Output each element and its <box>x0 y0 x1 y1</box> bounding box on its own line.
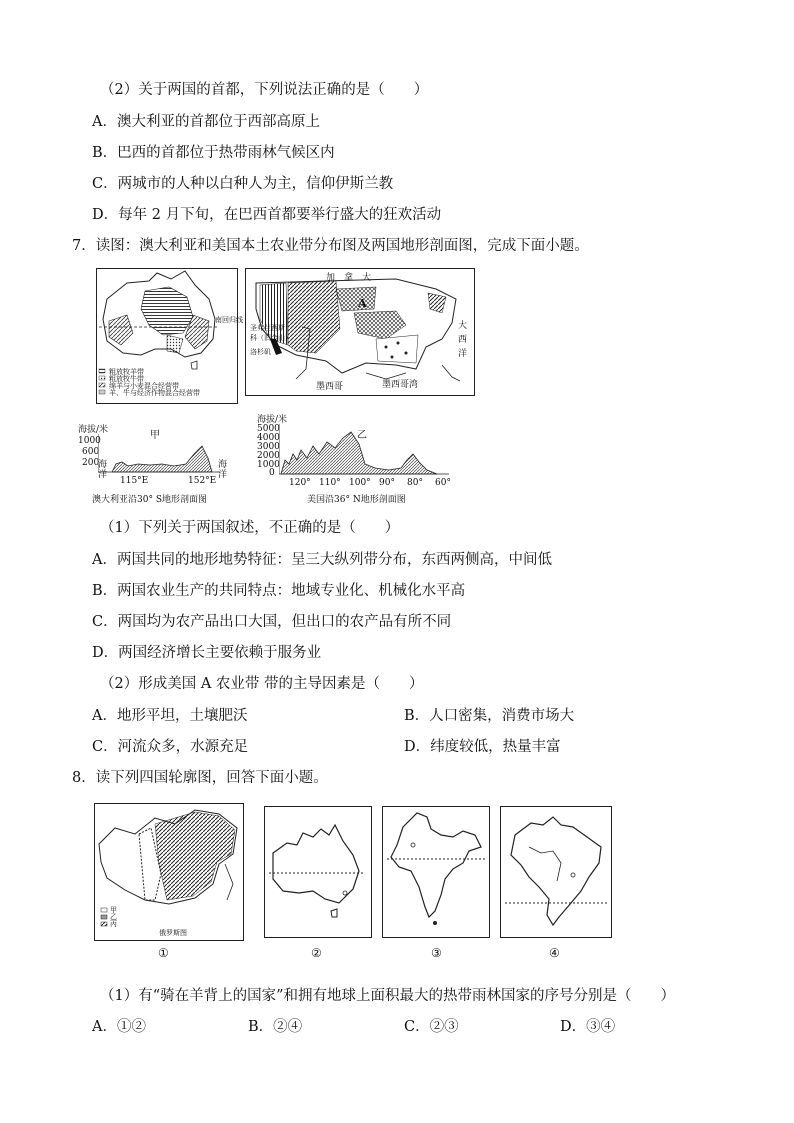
aus-tick-600: 600 <box>82 447 100 457</box>
usa-profile-drawing <box>279 424 459 476</box>
usa-tick-2000: 2000 <box>257 451 280 461</box>
russia-legend-3: 丙 <box>110 920 117 928</box>
tropic-label: 南回归线 <box>215 316 243 324</box>
aus-profile-ylabel: 海拔/米 <box>78 425 109 435</box>
aus-profile-drawing <box>98 434 220 474</box>
q7-stem: 7．读图：澳大利亚和美国本土农业带分布图及两国地形剖面图，完成下面小题。 <box>72 238 589 254</box>
fig-label-2: ② <box>311 946 322 960</box>
q7-1-option-c: C．两国均为农产品出口大国，但出口的农产品有所不同 <box>92 614 452 630</box>
usa-tick-4000: 4000 <box>257 433 280 443</box>
q6-2-option-a: A．澳大利亚的首都位于西部高原上 <box>92 114 320 130</box>
aus-profile-name: 甲 <box>150 430 160 441</box>
q6-2-stem: （2）关于两国的首都，下列说法正确的是（ ） <box>100 82 429 98</box>
australia-outline-drawing <box>265 807 370 936</box>
fig-label-3: ③ <box>431 946 442 960</box>
russia-caption: 俄罗斯图 <box>159 929 187 937</box>
aus-right-sea: 海洋 <box>218 460 228 480</box>
legend-item-2: 粗放牧牛带 <box>109 375 144 383</box>
los-angeles-label: 洛杉矶 <box>250 348 271 356</box>
q6-2-option-d: D．每年 2 月下旬，在巴西首都要举行盛大的狂欢活动 <box>92 207 442 223</box>
usa-profile-ylabel: 海拔/米 <box>257 415 288 425</box>
usa-tick-0: 0 <box>269 468 275 478</box>
legend-item-3: 绵羊与小麦混合经营带 <box>109 382 179 390</box>
russia-map-drawing <box>95 804 242 939</box>
q7-1-option-b: B．两国农业生产的共同特点：地域专业化、机械化水平高 <box>92 583 466 599</box>
usa-x-tick-3: 100° <box>349 478 371 488</box>
russia-outline-map <box>94 803 244 941</box>
usa-profile-name: 乙 <box>357 430 367 441</box>
q7-1-option-d: D．两国经济增长主要依赖于服务业 <box>92 645 322 661</box>
q6-2-option-c: C．两城市的人种以白种人为主，信仰伊斯兰教 <box>92 176 394 192</box>
q6-2-option-b: B．巴西的首都位于热带雨林气候区内 <box>92 145 335 161</box>
india-outline-drawing <box>383 807 488 936</box>
aus-profile-caption: 澳大利亚沿30° S地形剖面图 <box>92 495 207 505</box>
q8-1-stem: （1）有“骑在羊背上的国家”和拥有地球上面积最大的热带雨林国家的序号分别是（ ） <box>100 988 676 1004</box>
usa-x-tick-6: 60° <box>435 478 451 488</box>
aus-x-right: 152°E <box>188 476 217 486</box>
brazil-outline-map <box>500 806 612 938</box>
usa-tick-3000: 3000 <box>257 442 280 452</box>
q8-1-option-d: D．③④ <box>560 1019 616 1035</box>
usa-x-tick-1: 120° <box>289 478 311 488</box>
aus-x-left: 115°E <box>120 476 149 486</box>
usa-profile-caption: 美国沿36° N地形剖面图 <box>307 495 406 505</box>
atlantic-label: 大西洋 <box>458 321 468 359</box>
australia-agriculture-map <box>96 268 243 404</box>
aus-tick-1000: 1000 <box>78 436 101 446</box>
aus-tick-200: 200 <box>82 458 100 468</box>
mexico-label: 墨西哥 <box>316 382 344 392</box>
q8-1-option-a: A．①② <box>92 1019 146 1035</box>
q7-2-stem: （2）形成美国 A 农业带 带的主导因素是（ ） <box>100 676 424 692</box>
q8-1-option-b: B．②④ <box>248 1019 303 1035</box>
usa-x-tick-4: 90° <box>379 478 395 488</box>
usa-profile <box>255 410 465 510</box>
usa-agriculture-map <box>245 268 475 396</box>
q7-2-option-c: C．河流众多，水源充足 <box>92 739 249 755</box>
san-francisco-label: 圣弗兰西斯科（旧金山） <box>250 324 292 342</box>
russia-legend-1: 甲 <box>110 906 117 914</box>
q7-1-option-a: A．两国共同的地形地势特征：呈三大纵列带分布，东西两侧高，中间低 <box>92 552 552 568</box>
brazil-outline-drawing <box>501 807 610 936</box>
aus-left-sea: 海洋 <box>98 460 108 480</box>
usa-tick-1000: 1000 <box>257 460 280 470</box>
q7-2-option-a: A．地形平坦，土壤肥沃 <box>92 708 248 724</box>
fig-label-4: ④ <box>549 946 560 960</box>
legend-item-1: 粗放牧羊带 <box>109 368 144 376</box>
q8-1-option-c: C．②③ <box>404 1019 459 1035</box>
australia-profile <box>78 420 238 510</box>
india-outline-map <box>382 806 490 938</box>
q7-2-option-b: B．人口密集，消费市场大 <box>404 708 575 724</box>
usa-x-tick-2: 110° <box>319 478 341 488</box>
q8-stem: 8．读下列四国轮廓图，回答下面小题。 <box>72 770 328 786</box>
legend-item-4: 羊、牛与经济作物混合经营带 <box>109 389 200 397</box>
russia-legend-2: 乙 <box>110 913 117 921</box>
gulf-label: 墨西哥湾 <box>382 380 419 390</box>
q7-2-option-d: D．纬度较低，热量丰富 <box>404 739 561 755</box>
zone-a-label: A <box>358 297 367 310</box>
usa-x-tick-5: 80° <box>407 478 423 488</box>
usa-tick-5000: 5000 <box>257 424 280 434</box>
canada-label: 加 拿 大 <box>326 273 372 283</box>
fig-label-1: ① <box>158 946 169 960</box>
q7-1-stem: （1）下列关于两国叙述，不正确的是（ ） <box>100 520 400 536</box>
australia-outline-map <box>264 806 372 938</box>
